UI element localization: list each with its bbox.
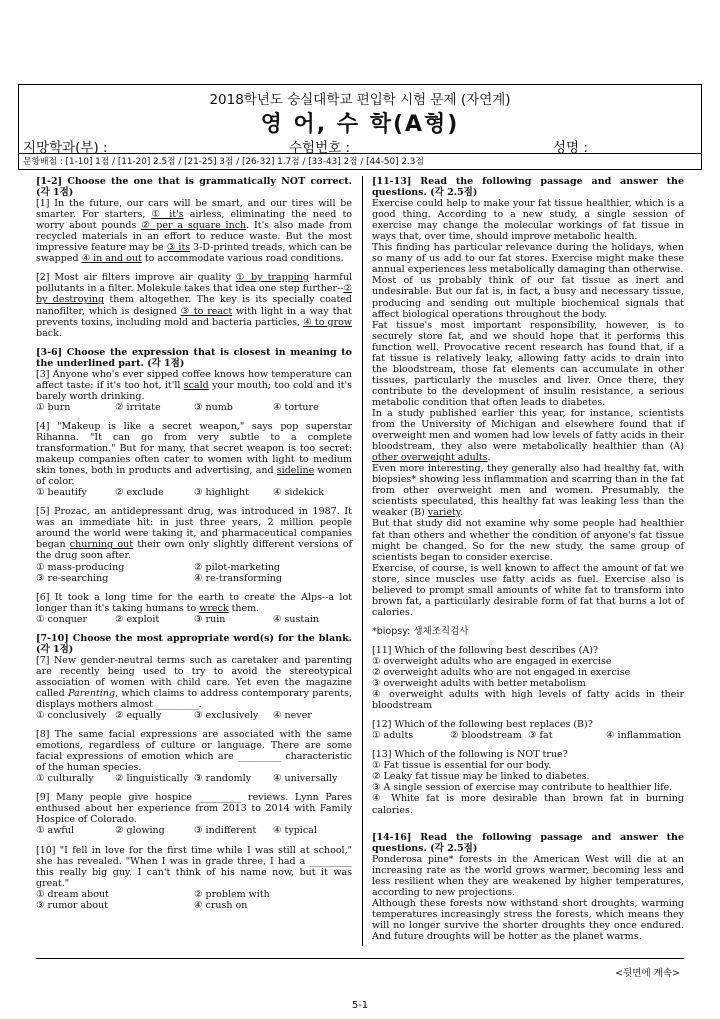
passage-paragraph: Although these forests now withstand short droughts, warming temperatures increasingly stress the forests, which means they will no longer survive the shorter droughts they once endured. And future droughts will be hotter as the planet warms. bbox=[372, 897, 684, 942]
question-8: [8] The same facial expressions are associated with the same emotions, regardless of culture or language. There are some facial expressions of emotion which are _________ characteristic of the human species. bbox=[36, 729, 352, 774]
passage-paragraph: Most of us probably think of our fat tissue as inert and undesirable. But our fat is, in fact, a busy and necessary tissue, producing and sending out multiple biochemical signals that affect biological operations throughout the body. bbox=[372, 275, 684, 320]
passage-paragraph: Fat tissue's most important responsibility, however, is to securely store fat, and we should hope that it performs this function well. Provocative recent research has found that, if a fat tissue is relatively leaky, allowing fatty acids to drain into the bloodstream, those fat elements can accumulate in other tissues, particularly the muscles and liver. Once there, they contribute to the development of insulin resistance, a serious metabolic condition that often leads to diabetes. bbox=[372, 319, 684, 408]
passage-paragraph: This finding has particular relevance during the holidays, when so many of us add to our fat stores. Exercise might make these annual experiences less metabolically damaging than otherwise. bbox=[372, 242, 684, 276]
question-12: [12] Which of the following best replaces (B)? bbox=[372, 719, 593, 731]
option: ① overweight adults who are engaged in exercise bbox=[372, 655, 612, 667]
bottom-rule bbox=[36, 958, 684, 959]
section-heading: [3-6] Choose the expression that is closest in meaning to the underlined part. (각 1점) bbox=[36, 346, 352, 369]
question-9: [9] Many people give hospice _________ reviews. Lynn Pares enthused about her experience from 2013 to 2014 with Family Hospice of Colorado. bbox=[36, 792, 352, 826]
question-10: [10] "I fell in love for the first time while I was still at school," she has revealed. "When I was in grade three, I had a _________ this really big guy. I can't think of his name now, but it was great." bbox=[36, 844, 352, 889]
option: ④ White fat is more desirable than brown fat in burning calories. bbox=[372, 793, 684, 816]
continue-note: <뒷면에 계속> bbox=[615, 968, 680, 979]
option: ③ A single session of exercise may contribute to healthier life. bbox=[372, 782, 673, 794]
department-label: 지망학과(부) : bbox=[23, 140, 108, 156]
question-5: [5] Prozac, an antidepressant drug, was introduced in 1987. It was an immediate hit: in just three years, 2 million people around the world were taking it, and pharmaceutical companies began churning out their own only slightly different versions of the drug soon after. bbox=[36, 506, 352, 562]
page-number: 5-1 bbox=[351, 1000, 369, 1011]
question-4: [4] "Makeup is like a secret weapon," says pop superstar Rihanna. "It can go from very subtle to a complete transformation." But for many, that secret weapon is too secret: makeup companies often cater to women with light to medium skin tones, both in products and advertising, and sideline women of color. bbox=[36, 420, 353, 488]
name-label: 성명 : bbox=[553, 140, 588, 156]
question-9-options: ① awful ② glowing ③ indifferent ④ typical bbox=[36, 825, 317, 837]
passage-paragraph: Even more interesting, they generally also had healthy fat, with biopsies* showing less inflammation and scarring than in the fat from other overweight men and women. Presumably, the scientists speculated, this healthy fat was leaking less than the weaker (B) variety. bbox=[372, 463, 684, 519]
question-4-options: ① beautify ② exclude ③ highlight ④ sidekick bbox=[36, 487, 325, 499]
left-column bbox=[36, 176, 352, 911]
exam-year-title: 2018학년도 숭실대학교 편입학 시험 문제 (자연계) bbox=[209, 92, 511, 108]
question-5-options: ① mass-producing ② pilot-marketing ③ re-searching ④ re-transforming bbox=[36, 561, 282, 584]
passage-paragraph: Exercise could help to make your fat tissue healthier, which is a good thing. According to a new study, a single session of exercise may change the molecular workings of fat tissue in ways that, over time, should improve metabolic health. bbox=[372, 198, 684, 243]
candidate-info-row bbox=[23, 136, 697, 156]
question-3: [3] Anyone who's ever sipped coffee knows how temperature can affect taste: if it's too hot, it'll scald your mouth; too cold and it's barely worth drinking. bbox=[36, 368, 352, 402]
question-6: [6] It took a long time for the earth to create the Alps--a lot longer than it's taking humans to wreck them. bbox=[36, 591, 352, 614]
question-7-options: ① conclusively ② equally ③ exclusively ④ never bbox=[36, 710, 312, 722]
section-heading: [11-13] Read the following passage and answer the questions. (각 2.5점) bbox=[372, 176, 684, 199]
question-12-options: ① adults ② bloodstream ③ fat ④ inflammation bbox=[372, 730, 682, 742]
passage-paragraph: But that study did not examine why some people had healthier fat than others and whether the condition of anyone's fat tissue might be changed. So for the new study, the same group of scientists began to consider exercise. bbox=[372, 518, 684, 563]
point-allocation: 문항배점 : [1-10] 1점 / [11-20] 2.5점 / [21-25] 3점 / [26-32] 1.7점 / [33-43] 2점 / [44-50] 2.3점 bbox=[19, 153, 701, 170]
question-7: [7] New gender-neutral terms such as caretaker and parenting are recently being used to try to avoid the stereotypical association of women with child care. Yet even the magazine called Parenting, which claims to address contemporary parents, displays mothers almost _________. bbox=[36, 654, 352, 711]
exam-subject-title: 영 어, 수 학(A형) bbox=[260, 112, 460, 137]
footnote: *biopsy: 생체조직검사 bbox=[372, 625, 469, 637]
section-heading: [14-16] Read the following passage and answer the questions. (각 2.5점) bbox=[372, 831, 684, 854]
exam-header bbox=[18, 84, 702, 170]
question-13: [13] Which of the following is NOT true? bbox=[372, 749, 568, 761]
question-11: [11] Which of the following best describes (A)? bbox=[372, 644, 599, 656]
column-divider bbox=[362, 176, 363, 946]
option: ③ overweight adults with better metabolism bbox=[372, 678, 586, 690]
question-2: [2] Most air filters improve air quality ① by trapping harmful pollutants in a filter. Molekule takes that idea one step further--② by destroying them altogether. The key is its specially coated nanofilter, which is designed ③ to react with light in a way that prevents toxins, including mold and bacteria particles, ④ to grow back. bbox=[36, 272, 352, 339]
option: ② Leaky fat tissue may be linked to diabetes. bbox=[372, 771, 590, 783]
passage-paragraph: In a study published earlier this year, for instance, scientists from the University of Michigan and elsewhere found that if overweight men and women had low levels of fatty acids in their bloodstream, they also were metabolically healthier than (A) other overweight adults. bbox=[372, 407, 684, 464]
question-6-options: ① conquer ② exploit ③ ruin ④ sustain bbox=[36, 613, 320, 625]
question-1: [1] In the future, our cars will be smart, and our tires will be smarter. For starters, ① it's airless, eliminating the need to worry about pounds ② per a square inch. It's also made from recycled materials in an effort to reduce waste. But the most impressive feature may be ③ its 3-D-printed treads, which can be swapped ④ in and out to accommodate various road conditions. bbox=[36, 198, 353, 265]
option: ② overweight adults who are not engaged in exercise bbox=[372, 667, 631, 679]
section-heading: [7-10] Choose the most appropriate word(s) for the blank. (각 1점) bbox=[36, 632, 352, 655]
option: ④ overweight adults with high levels of fatty acids in their bloodstream bbox=[372, 689, 684, 712]
passage-paragraph: Exercise, of course, is well known to affect the amount of fat we store, since muscles use fatty acids as fuel. Exercise also is believed to prompt small amounts of white fat to transform into brown fat, a particularly desirable form of fat that burns a lot of calories. bbox=[372, 562, 684, 618]
question-3-options: ① burn ② irritate ③ numb ④ torture bbox=[36, 401, 319, 413]
exam-number-label: 수험번호 : bbox=[289, 140, 351, 156]
passage-paragraph: Ponderosa pine* forests in the American West will die at an increasing rate as the world grows warmer, becoming less and less resilient when they are weakened by higher temperatures, according to new projections. bbox=[372, 853, 684, 898]
section-heading: [1-2] Choose the one that is grammatically NOT correct. (각 1점) bbox=[36, 176, 352, 199]
question-10-options: ① dream about ② problem with ③ rumor about ④ crush on bbox=[36, 888, 270, 911]
right-column bbox=[372, 176, 684, 942]
question-8-options: ① culturally ② linguistically ③ randomly ④ universally bbox=[36, 773, 338, 785]
option: ① Fat tissue is essential for our body. bbox=[372, 760, 552, 772]
